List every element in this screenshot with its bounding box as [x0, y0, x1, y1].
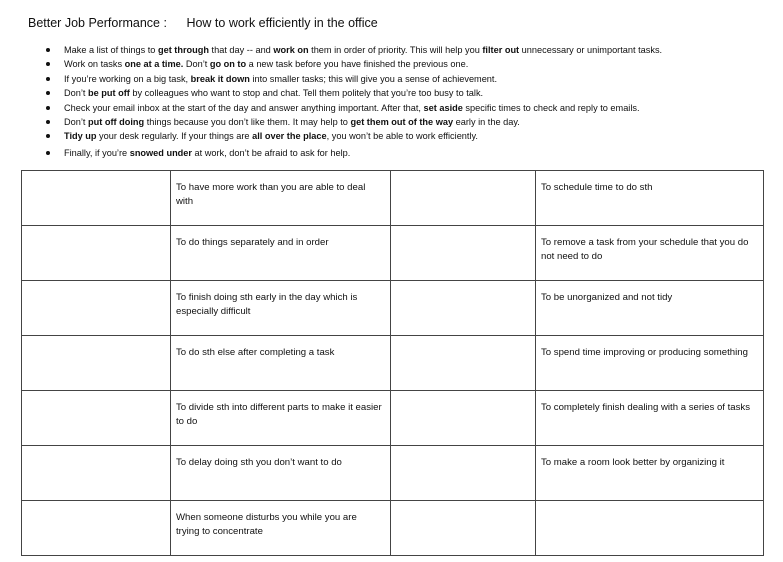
tip-text: Make a list of things to	[64, 45, 158, 55]
table-row	[22, 446, 764, 501]
table-row	[22, 226, 764, 281]
definition-cell-right: To spend time improving or producing something	[536, 336, 764, 391]
answer-cell-left[interactable]	[22, 501, 171, 556]
answer-cell-right[interactable]	[391, 226, 536, 281]
definition-cell-left: To do things separately and in order	[171, 226, 391, 281]
tip-text: Don’t	[64, 88, 89, 99]
tip-bold-phrase: go on to	[209, 59, 247, 70]
answer-cell-left[interactable]	[22, 391, 171, 446]
tip-bold-phrase: all over the place	[252, 131, 327, 142]
tip-bold-phrase: put off doing	[88, 117, 145, 128]
table-row	[22, 171, 764, 226]
tip-item	[46, 115, 746, 129]
tip-bold-phrase: snowed under	[129, 147, 192, 158]
tip-bold-phrase: be put off	[88, 88, 130, 99]
answer-cell-right[interactable]	[391, 446, 536, 501]
definition-cell-right: To remove a task from your schedule that you do not need to do	[536, 226, 764, 281]
title-label: Better Job Performance :	[28, 16, 167, 30]
tip-text: Finally, if you’re	[64, 147, 130, 158]
tip-bold-phrase: get through	[157, 45, 209, 55]
answer-cell-left[interactable]	[22, 226, 171, 281]
definition-cell-right: To schedule time to do sth	[536, 171, 764, 226]
tip-text: into smaller tasks; this will give you a sense of achievement.	[249, 73, 498, 84]
tip-bold-phrase: work on	[273, 45, 309, 55]
tip-text: Don’t	[64, 117, 89, 128]
tip-text: at work, don’t be afraid to ask for help.	[191, 147, 351, 158]
page-title	[28, 16, 378, 30]
table-row	[22, 336, 764, 391]
tip-text: a new task before you have finished the previous one.	[246, 59, 469, 70]
tip-bold-phrase: Tidy up	[64, 131, 97, 142]
definition-cell-left: When someone disturbs you while you are trying to concentrate	[171, 501, 391, 556]
tip-text: If you’re working on a big task,	[64, 73, 191, 84]
definition-cell-left: To have more work than you are able to deal with	[171, 171, 391, 226]
tips-list	[46, 43, 746, 160]
table-row	[22, 391, 764, 446]
matching-table	[21, 170, 764, 556]
tip-item	[46, 86, 746, 100]
definition-cell-right: To completely finish dealing with a series of tasks	[536, 391, 764, 446]
tip-text: your desk regularly. If your things are	[96, 131, 253, 142]
definition-cell-right	[536, 501, 764, 556]
answer-cell-left[interactable]	[22, 446, 171, 501]
answer-cell-left[interactable]	[22, 281, 171, 336]
tip-item	[46, 101, 746, 115]
answer-cell-right[interactable]	[391, 171, 536, 226]
definition-cell-left: To delay doing sth you don’t want to do	[171, 446, 391, 501]
answer-cell-right[interactable]	[391, 336, 536, 391]
tip-text: that day -- and	[209, 45, 274, 55]
definition-cell-left: To do sth else after completing a task	[171, 336, 391, 391]
tip-item	[46, 146, 746, 160]
tip-bold-phrase: filter out	[482, 45, 520, 55]
tip-bold-phrase: get them out of the way	[350, 117, 454, 128]
tip-text: unnecessary or unimportant tasks.	[519, 45, 663, 55]
tip-text: Check your email inbox at the start of the day and answer anything important. After that,	[64, 102, 424, 113]
answer-cell-left[interactable]	[22, 336, 171, 391]
tip-bold-phrase: one at a time.	[124, 59, 184, 70]
tip-text: specific times to check and reply to emails.	[462, 102, 640, 113]
table-row	[22, 501, 764, 556]
tip-item	[46, 43, 746, 57]
tip-bold-phrase: break it down	[190, 73, 250, 84]
tip-item	[46, 72, 746, 86]
table-row	[22, 281, 764, 336]
tip-item	[46, 129, 746, 143]
tip-item	[46, 57, 746, 71]
tip-text: early in the day.	[453, 117, 520, 128]
answer-cell-right[interactable]	[391, 501, 536, 556]
title-subtitle: How to work efficiently in the office	[186, 16, 378, 30]
answer-cell-right[interactable]	[391, 281, 536, 336]
tip-text: Work on tasks	[64, 59, 125, 70]
definition-cell-right: To be unorganized and not tidy	[536, 281, 764, 336]
tip-bold-phrase: set aside	[423, 102, 463, 113]
tip-text: , you won’t be able to work efficiently.	[326, 131, 478, 142]
tip-text: Don’t	[183, 59, 210, 70]
answer-cell-left[interactable]	[22, 171, 171, 226]
definition-cell-left: To finish doing sth early in the day which is especially difficult	[171, 281, 391, 336]
definition-cell-right: To make a room look better by organizing it	[536, 446, 764, 501]
answer-cell-right[interactable]	[391, 391, 536, 446]
definition-cell-left: To divide sth into different parts to make it easier to do	[171, 391, 391, 446]
tip-text: things because you don’t like them. It may help to	[144, 117, 351, 128]
tip-text: by colleagues who want to stop and chat. Tell them politely that you’re too busy to talk.	[129, 88, 484, 99]
tip-text: them in order of priority. This will help you	[308, 45, 483, 55]
